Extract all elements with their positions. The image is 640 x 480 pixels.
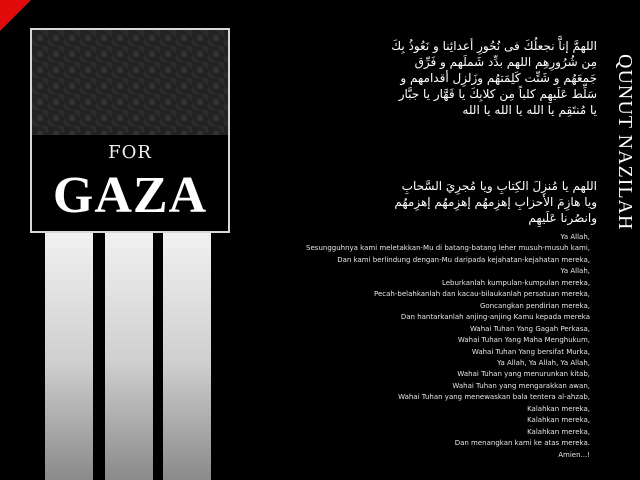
- malay-line: Wahai Tuhan Yang bersifat Murka,: [471, 347, 590, 356]
- malay-line: Pecah-belahkanlah dan kacau-bilaukanlah persatuan mereka,: [374, 290, 590, 299]
- stripe-2: [105, 218, 153, 480]
- stripe-3: [163, 218, 211, 480]
- malay-line: Kalahkan mereka,: [527, 416, 590, 425]
- malay-line: Wahai Tuhan Yang Maha Menghukum,: [457, 336, 590, 345]
- malay-translation: [262, 232, 590, 461]
- malay-line: Ya Allah,: [560, 267, 590, 276]
- decorative-stripes: [45, 218, 230, 480]
- malay-line: Ya Allah, Ya Allah, Ya Allah,: [497, 358, 590, 367]
- malay-line: Sesungguhnya kami meletakkan-Mu di batang-batang leher musuh-musuh kami,: [306, 244, 590, 253]
- malay-line: Goncangkan pendirian mereka,: [480, 301, 590, 310]
- gaza-title: GAZA: [52, 167, 208, 224]
- malay-line: Wahai Tuhan yang menewaskan bala tentera al-ahzab,: [398, 393, 590, 402]
- for-gaza-panel: [30, 28, 230, 233]
- for-text: FOR: [108, 142, 152, 163]
- arabic-prayer-1: اللهمَّ إناَّ نجعلُكَ فى نُحُورِ أعدائِنا و نَعُوذُ بِكَ مِن شُرُورِهِم اللهم بدِّد شَملَهم و فَرِّق جَمعَهُم و شَتِّت كَلِمَتهُم وزَلزِل أقدامهم و سَلِّط عَلَيهِم كلباً مِن كلابِكَ يا قَهَّار يا جبَّار يا مُنتَقِم يا الله يا الله يا الله: [391, 39, 597, 117]
- malay-line: Kalahkan mereka,: [527, 427, 590, 436]
- malay-line: Dan kami berlindung dengan-Mu daripada kejahatan-kejahatan mereka,: [337, 255, 590, 264]
- malay-line: Dan hantarkanlah anjing-anjing Kamu kepada mereka: [400, 313, 590, 322]
- malay-line: Amien...!: [558, 450, 590, 459]
- stripe-1: [45, 218, 93, 480]
- malay-line: Ya Allah,: [560, 233, 590, 241]
- malay-line: Wahai Tuhan yang menurunkan kitab,: [457, 370, 590, 379]
- malay-line: Leburkanlah kumpulan-kumpulan mereka,: [441, 278, 590, 287]
- malay-line: Wahai Tuhan Yang Gagah Perkasa,: [469, 324, 590, 333]
- malay-line: Dan menangkan kami ke atas mereka.: [454, 439, 590, 448]
- arabic-prayer-2: اللهم يا مُنزِلَ الكِتابِ ويا مُجرِيَ السَّحابِ ويا هازِمَ الأحزابِ إهزِمهُم إهزِمهُم إهزِمهُم وانصُرنا عَلَيهِم: [394, 179, 597, 225]
- vertical-title: QUNUT NAZILAH: [614, 53, 636, 231]
- malay-line: Wahai Tuhan yang mengarakkan awan,: [452, 381, 590, 390]
- malay-line: Kalahkan mereka,: [527, 404, 590, 413]
